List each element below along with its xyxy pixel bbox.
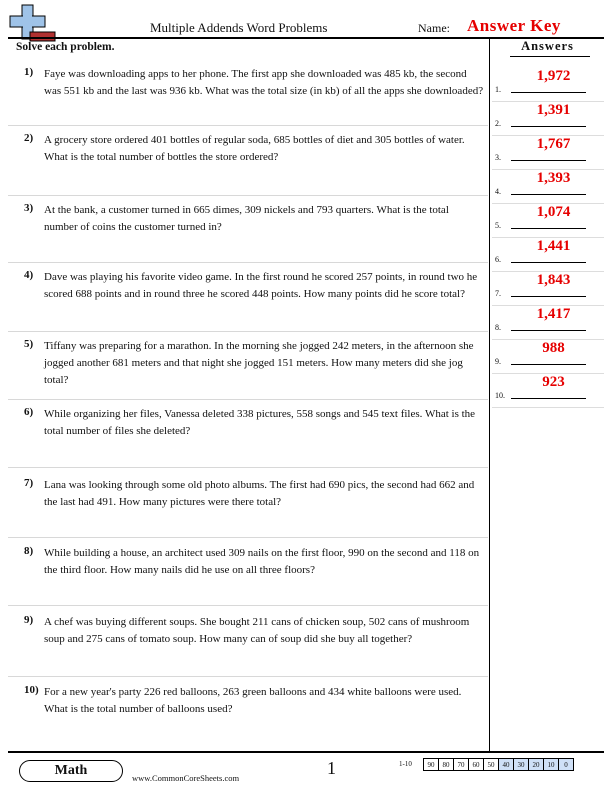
- question-number: 9): [24, 614, 34, 626]
- question-divider: [8, 262, 488, 263]
- answer-line: [511, 296, 586, 297]
- question-text: Faye was downloading apps to her phone. The first app she downloaded was 485 kb, the second was 551 kb and the last was 936 kb. What was the total size (in kb) of all the apps she downloaded?: [44, 68, 484, 97]
- question-number: 8): [24, 545, 34, 557]
- answer-number: 9.: [495, 357, 501, 366]
- question-number: 5): [24, 338, 34, 350]
- question-number: 7): [24, 477, 34, 489]
- score-cell: 80: [439, 759, 454, 771]
- answer-value: 923: [542, 374, 565, 390]
- answer-value: 1,767: [536, 136, 571, 152]
- name-label: Name:: [418, 21, 450, 35]
- website-link: www.CommonCoreSheets.com: [132, 773, 240, 783]
- subject-badge: Math: [19, 760, 123, 782]
- question-text: Lana was looking through some old photo albums. The first had 690 pics, the second had 662 and the last had 491. How many pictures were there total?: [44, 479, 475, 508]
- question-text: For a new year's party 226 red balloons, 263 green balloons and 434 white balloons were used. What is the total number of balloons used?: [44, 686, 462, 715]
- score-table: [423, 758, 574, 771]
- score-cell: 70: [454, 759, 469, 771]
- answer-line: [511, 330, 586, 331]
- answer-row-10: [491, 372, 604, 406]
- question-number: 3): [24, 202, 34, 214]
- answer-line: [511, 262, 586, 263]
- answer-line: [511, 160, 586, 161]
- question-number: 4): [24, 269, 34, 281]
- score-cell: 20: [529, 759, 544, 771]
- question-text: At the bank, a customer turned in 665 dimes, 309 nickels and 793 quarters. What is the total number of coins the customer turned in?: [44, 204, 449, 233]
- answer-line: [511, 92, 586, 93]
- instructions: Solve each problem.: [16, 41, 115, 53]
- answer-value: 1,843: [536, 272, 571, 288]
- question-text: While organizing her files, Vanessa deleted 338 pictures, 558 songs and 545 text files. What is the total number of files she deleted?: [44, 408, 476, 437]
- worksheet-title: Multiple Addends Word Problems: [150, 20, 328, 35]
- answer-value: 1,393: [536, 170, 571, 186]
- answer-number: 10.: [495, 391, 505, 400]
- answer-line: [511, 398, 586, 399]
- question-number: 2): [24, 132, 34, 144]
- question-divider: [8, 399, 488, 400]
- question-text: Tiffany was preparing for a marathon. In the morning she jogged 242 meters, in the afternoon she jogged another 681 meters and that night she jogged 151 meters. How many meters did she jog total?: [44, 340, 474, 386]
- answer-row-6: [491, 236, 604, 270]
- answer-number: 8.: [495, 323, 501, 332]
- answers-header-rule: [510, 56, 590, 57]
- score-range-label: 1-10: [399, 760, 412, 768]
- question-divider: [8, 331, 488, 332]
- answer-row-2: [491, 100, 604, 134]
- question-divider: [8, 125, 488, 126]
- answer-value: 1,391: [536, 102, 571, 118]
- score-cell: 40: [499, 759, 514, 771]
- question-text: Dave was playing his favorite video game. In the first round he scored 257 points, in round two he scored 688 points and in round three he scored 448 points. How many points did he score total?: [44, 271, 478, 300]
- question-text: A grocery store ordered 401 bottles of regular soda, 685 bottles of diet and 305 bottles of water. What is the total number of bottles the store ordered?: [44, 134, 465, 163]
- page-number: 1: [327, 758, 336, 778]
- answer-value: 1,972: [536, 68, 571, 84]
- answer-line: [511, 194, 586, 195]
- answer-row-9: [491, 338, 604, 372]
- answer-row-7: [491, 270, 604, 304]
- score-cell: 30: [514, 759, 529, 771]
- footer-rule: [8, 751, 604, 753]
- question-text: A chef was buying different soups. She bought 211 cans of chicken soup, 502 cans of mushroom soup and 275 cans of tomato soup. How many can of soup did she buy all together?: [44, 616, 470, 645]
- answer-key-label: Answer Key: [467, 16, 561, 35]
- answers-divider: [489, 39, 490, 751]
- question-divider: [8, 605, 488, 606]
- answer-number: 1.: [495, 85, 501, 94]
- score-cell: 10: [544, 759, 559, 771]
- answer-number: 5.: [495, 221, 501, 230]
- score-cell: 0: [559, 759, 574, 771]
- answer-number: 4.: [495, 187, 501, 196]
- score-cell: 50: [484, 759, 499, 771]
- answer-number: 6.: [495, 255, 501, 264]
- score-cell: 60: [469, 759, 484, 771]
- answer-number: 3.: [495, 153, 501, 162]
- score-cell: 90: [424, 759, 439, 771]
- answer-number: 2.: [495, 119, 501, 128]
- answer-row-5: [491, 202, 604, 236]
- question-number: 6): [24, 406, 34, 418]
- answers-header: Answers: [521, 39, 574, 53]
- answer-row-4: [491, 168, 604, 202]
- question-divider: [8, 676, 488, 677]
- answer-line: [511, 126, 586, 127]
- answer-divider: [492, 407, 604, 408]
- question-divider: [8, 537, 488, 538]
- question-text: While building a house, an architect used 309 nails on the first floor, 990 on the second and 118 on the third floor. How many nails did he use on all three floors?: [44, 547, 480, 576]
- answer-value: 988: [542, 340, 565, 356]
- question-number: 1): [24, 66, 34, 78]
- answer-number: 7.: [495, 289, 501, 298]
- answer-value: 1,417: [536, 306, 571, 322]
- answer-row-3: [491, 134, 604, 168]
- answer-line: [511, 228, 586, 229]
- question-number: 10): [24, 684, 39, 696]
- answer-line: [511, 364, 586, 365]
- answer-row-8: [491, 304, 604, 338]
- question-divider: [8, 467, 488, 468]
- answer-value: 1,074: [536, 204, 571, 220]
- question-divider: [8, 195, 488, 196]
- answer-value: 1,441: [536, 238, 571, 254]
- answer-row-1: [491, 66, 604, 100]
